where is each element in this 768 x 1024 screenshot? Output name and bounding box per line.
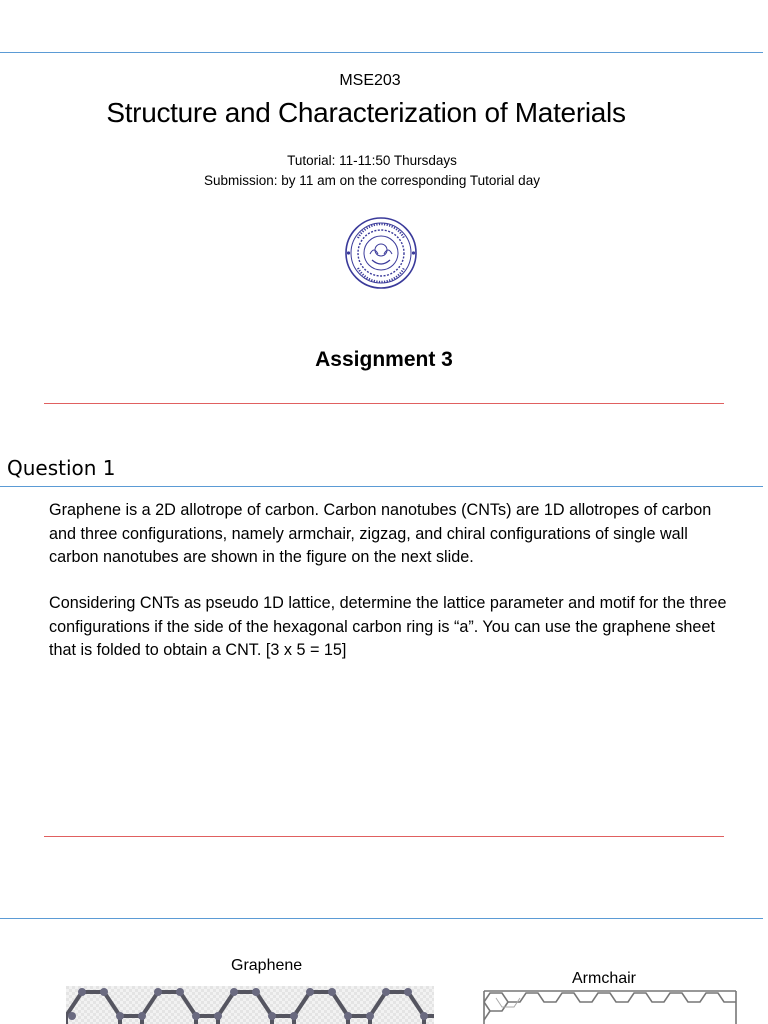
- top-divider: [0, 52, 763, 53]
- tutorial-line: Tutorial: 11-11:50 Thursdays: [287, 153, 457, 168]
- course-title: Structure and Characterization of Materials: [106, 97, 626, 128]
- question-paragraph-1: Graphene is a 2D allotrope of carbon. Carbon nanotubes (CNTs) are 1D allotropes of carbon and three configurations, namely armchair, zigzag, and chiral configurations of single wall carbon nanotubes are shown in the figure on the next slide.: [49, 501, 712, 566]
- assignment-title: Assignment 3: [315, 348, 453, 371]
- graphene-label: Graphene: [231, 957, 303, 974]
- armchair-label: Armchair: [572, 970, 637, 987]
- figure-divider: [0, 918, 763, 919]
- armchair-nanotube-image: [482, 988, 738, 1024]
- question-paragraph-2: Considering CNTs as pseudo 1D lattice, determine the lattice parameter and motif for the three configurations if the side of the hexagonal carbon ring is “a”. You can use the graphene sheet that is folded to obtain a CNT. [3 x 5 = 15]: [49, 594, 727, 659]
- question-divider: [0, 486, 763, 487]
- section-divider-top: [44, 403, 724, 404]
- section-divider-bottom: [44, 836, 724, 837]
- graphene-lattice-image: [66, 986, 434, 1024]
- institute-seal-icon: [344, 216, 418, 290]
- submission-line: Submission: by 11 am on the corresponding Tutorial day: [204, 173, 540, 188]
- course-code: MSE203: [339, 72, 401, 89]
- question-heading: Question 1: [7, 456, 116, 480]
